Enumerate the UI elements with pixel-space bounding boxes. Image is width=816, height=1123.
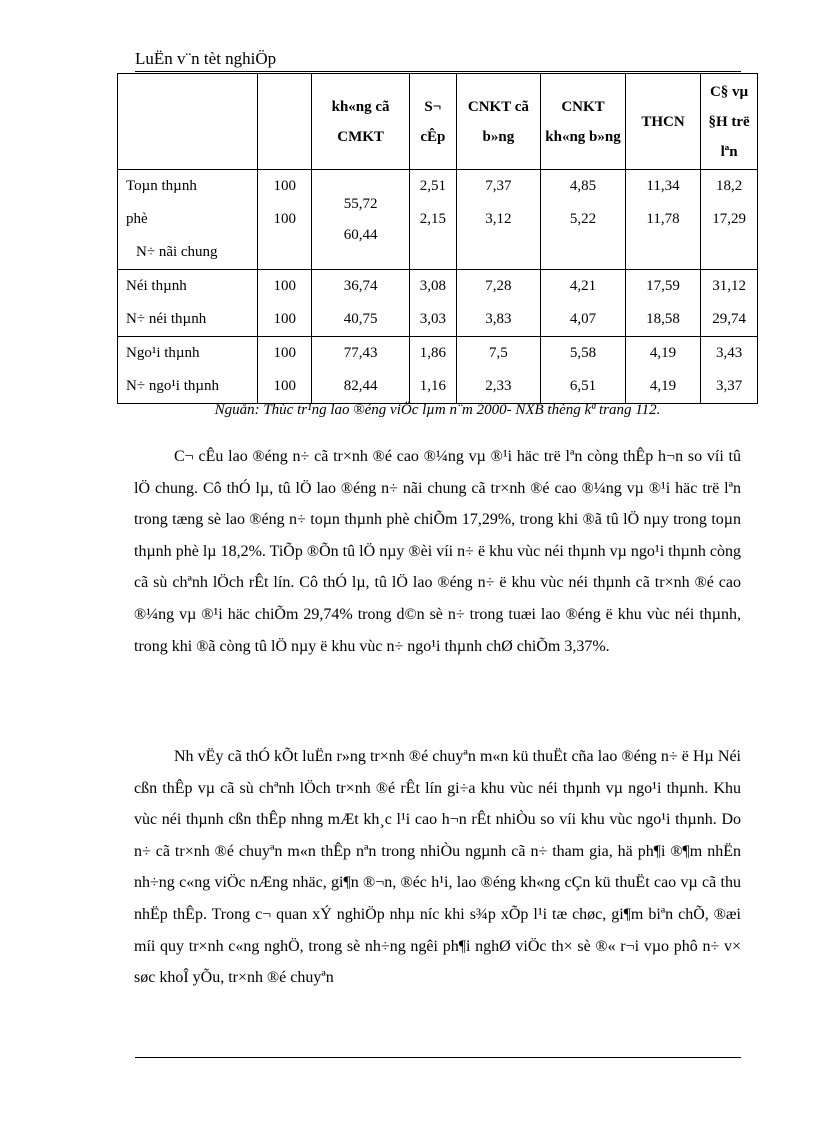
- row-label: N÷ ngo¹i thµnh: [126, 378, 220, 394]
- cnkt-co-value: 3,12: [485, 211, 512, 227]
- cnkt-khong-value: 5,58: [569, 345, 597, 361]
- no-cmkt-cell: [312, 170, 410, 270]
- no-cmkt-value: 77,43: [343, 345, 378, 361]
- cd-dh-cell: [701, 270, 758, 337]
- cnkt-co-cell: [456, 270, 541, 337]
- cd-dh-cell: [701, 337, 758, 404]
- cnkt-khong-cell: [541, 337, 626, 404]
- cnkt-khong-value: 6,51: [569, 378, 597, 394]
- thcn-value: 4,19: [649, 378, 677, 394]
- thcn-value: 11,34: [646, 178, 680, 194]
- header-cell: CNKT cã b»ng: [456, 74, 541, 170]
- thcn-cell: [625, 170, 700, 270]
- cnkt-co-value: 3,83: [485, 311, 512, 327]
- cd-dh-value: 3,37: [715, 378, 743, 394]
- statistics-table: [117, 73, 758, 404]
- header-cell: kh«ng cã CMKT: [312, 74, 410, 170]
- row-label: Ngo¹i thµnh: [126, 345, 200, 361]
- cnkt-co-value: 7,28: [485, 278, 512, 294]
- cd-dh-value: 29,74: [712, 311, 746, 327]
- cd-dh-value: 31,12: [712, 278, 746, 294]
- thcn-value: 11,78: [646, 211, 680, 227]
- row-label-cell: [118, 170, 258, 270]
- so-cap-value: 1,86: [419, 345, 446, 361]
- row-label: Toµn thµnh: [126, 178, 197, 194]
- row-label: N÷ nãi chung: [136, 244, 218, 260]
- so-cap-cell: [410, 170, 456, 270]
- so-cap-cell: [410, 270, 456, 337]
- table-source-caption: Nguån: Thùc tr¹ng lao ®éng viÖc lµm n¨m 2000- NXB thèng kª trang 112.: [214, 402, 661, 418]
- header-rule: [135, 71, 741, 72]
- cnkt-co-value: 7,5: [488, 345, 508, 361]
- thcn-value: 18,58: [646, 311, 680, 327]
- cnkt-co-cell: [456, 170, 541, 270]
- cd-dh-value: 17,29: [712, 211, 746, 227]
- header-cell: S¬ cÊp: [410, 74, 456, 170]
- total-value: 100: [273, 311, 296, 327]
- cnkt-khong-value: 4,21: [569, 278, 597, 294]
- cd-dh-value: 3,43: [715, 345, 743, 361]
- total-value: 100: [273, 378, 296, 394]
- header-cell: THCN: [625, 74, 700, 170]
- table-row: [118, 337, 758, 404]
- table-row: [118, 270, 758, 337]
- table-row: [118, 170, 758, 270]
- thcn-value: 4,19: [649, 345, 677, 361]
- footer-rule: [135, 1057, 741, 1058]
- so-cap-value: 2,15: [419, 211, 446, 227]
- total-value: 100: [273, 345, 296, 361]
- no-cmkt-cell: [312, 337, 410, 404]
- cnkt-khong-cell: [541, 170, 626, 270]
- body-paragraph: Nh vËy cã thÓ kÕt luËn r»ng tr×nh ®é chuyªn m«n kü thuËt cña lao ®éng n÷ ë Hµ Néi cßn thÊp vµ cã sù chªnh lÖch tr×nh ®é rÊt lín gi÷a khu vùc néi thµnh vµ ngo¹i thµnh. Khu vùc néi thµnh cßn thÊp nhng mÆt kh¸c l¹i cao h¬n rÊt nhiÒu so víi khu vùc ngo¹i thµnh. Do n÷ cã tr×nh ®é chuyªn m«n thÊp nªn trong nhiÒu ngµnh cã n÷ tham gia, hä ph¶i ®¶m nhËn nh÷ng c«ng viÖc nÆng nhäc, gi¶n ®¬n, ®éc h¹i, lao ®éng kh«ng cÇn kü thuËt cao vµ cã thu nhËp thÊp. Trong c¬ quan xÝ nghiÖp nhµ níc khi s¾p xÕp l¹i tæ chøc, gi¶m biªn chÕ, ®æi míi quy tr×nh c«ng nghÖ, trong sè nh÷ng ngêi ph¶i nghØ viÖc th× sè ®« r¬i vµo phô n÷ v× søc khoÎ yÕu, tr×nh ®é chuyªn: [134, 748, 741, 987]
- total-cell: [258, 337, 312, 404]
- cnkt-khong-value: 4,85: [569, 178, 597, 194]
- row-label-cell: [118, 270, 258, 337]
- so-cap-value: 3,08: [419, 278, 446, 294]
- total-cell: [258, 270, 312, 337]
- cd-dh-value: 18,2: [715, 178, 743, 194]
- so-cap-value: 3,03: [419, 311, 446, 327]
- so-cap-cell: [410, 337, 456, 404]
- total-value: 100: [273, 178, 296, 194]
- total-cell: [258, 170, 312, 270]
- row-label: phè: [126, 211, 148, 227]
- thcn-cell: [625, 270, 700, 337]
- thcn-cell: [625, 337, 700, 404]
- cnkt-khong-cell: [541, 270, 626, 337]
- no-cmkt-cell: [312, 270, 410, 337]
- header-cell: C§ vµ §H trë lªn: [701, 74, 758, 170]
- so-cap-value: 1,16: [419, 378, 446, 394]
- header-cell: CNKT kh«ng b»ng: [541, 74, 626, 170]
- cd-dh-cell: [701, 170, 758, 270]
- no-cmkt-value: 55,72: [343, 195, 378, 212]
- cnkt-co-value: 2,33: [485, 378, 512, 394]
- row-label-cell: [118, 337, 258, 404]
- table-header-row: [118, 74, 758, 170]
- thcn-value: 17,59: [646, 278, 680, 294]
- so-cap-value: 2,51: [419, 178, 446, 194]
- cnkt-co-value: 7,37: [485, 178, 512, 194]
- total-value: 100: [273, 278, 296, 294]
- row-label: N÷ néi thµnh: [126, 311, 207, 327]
- total-value: 100: [273, 211, 296, 227]
- no-cmkt-value: 40,75: [343, 311, 378, 327]
- header-cell: [258, 74, 312, 170]
- row-label: Néi thµnh: [126, 278, 187, 294]
- body-paragraph: C¬ cÊu lao ®éng n÷ cã tr×nh ®é cao ®¼ng vµ ®¹i häc trë lªn còng thÊp h¬n so víi tû lÖ chung. Cô thÓ lµ, tû lÖ lao ®éng n÷ nãi chung cã tr×nh ®é cao ®¼ng vµ ®¹i häc trë lªn trong tæng sè lao ®éng n÷ toµn thµnh phè chiÕm 17,29%, trong khi ®ã tû lÖ nµy trong toµn thµnh phè lµ 18,2%. TiÕp ®Õn tû lÖ nµy ®èi víi n÷ ë khu vùc néi thµnh vµ ngo¹i thµnh còng cã sù chªnh lÖch rÊt lín. Cô thÓ lµ, tû lÖ lao ®éng n÷ ë khu vùc néi thµnh cã tr×nh ®é cao ®¼ng vµ ®¹i häc chiÕm 29,74% trong d©n sè n÷ trong tuæi lao ®éng ë khu vùc néi thµnh, trong khi ®ã còng tû lÖ nµy ë khu vùc n÷ ngo¹i thµnh chØ chiÕm 3,37%.: [134, 448, 741, 655]
- header-title: LuËn v¨n tèt nghiÖp: [135, 49, 277, 68]
- no-cmkt-value: 36,74: [343, 278, 378, 294]
- cnkt-khong-value: 4,07: [569, 311, 597, 327]
- header-cell: [118, 74, 258, 170]
- no-cmkt-value: 82,44: [343, 378, 378, 394]
- cnkt-co-cell: [456, 337, 541, 404]
- cnkt-khong-value: 5,22: [569, 211, 597, 227]
- no-cmkt-value: 60,44: [343, 226, 378, 243]
